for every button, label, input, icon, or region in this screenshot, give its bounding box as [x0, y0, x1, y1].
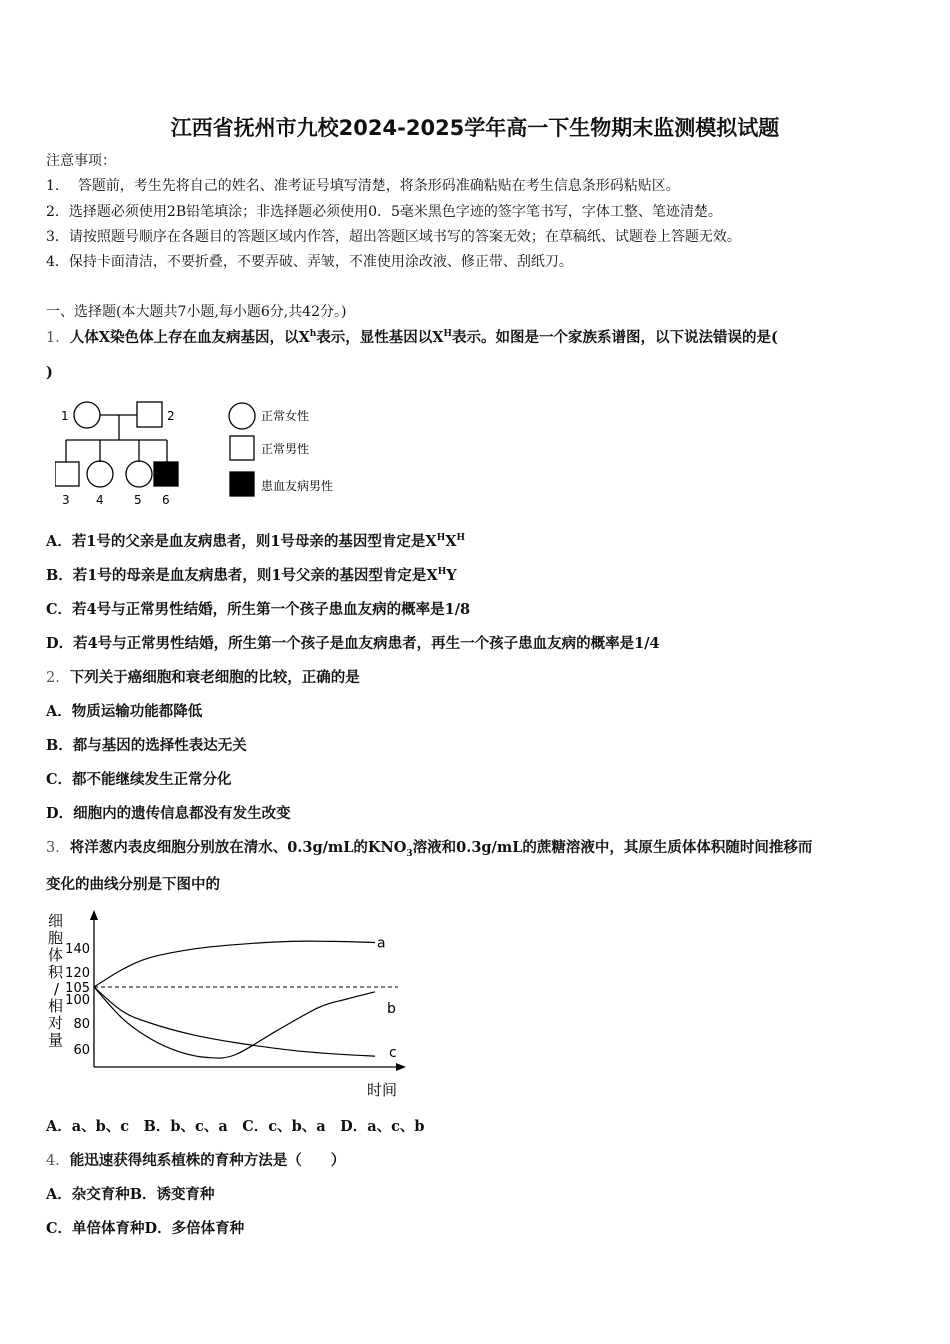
- question-2-option-b: B．都与基因的选择性表达无关: [46, 737, 247, 754]
- legend-male-symbol: [230, 436, 254, 460]
- notice-item: 2．选择题必须使用2B铅笔填涂；非选择题必须使用0．5毫米黑色字迹的签字笔书写，字体工整、笔迹清楚。: [46, 204, 722, 220]
- pedigree-label: 1: [61, 409, 69, 423]
- question-number: 4．: [46, 1153, 70, 1169]
- pedigree-chart: [55, 396, 355, 514]
- y-axis-label-char: 相: [48, 997, 64, 1015]
- question-4-options-cd: C．单倍体育种D．多倍体育种: [46, 1220, 245, 1237]
- y-tick-label: 140: [65, 942, 90, 957]
- page-title: 江西省抚州市九校2024-2025学年高一下生物期末监测模拟试题: [170, 116, 780, 140]
- notice-item: 4．保持卡面清洁，不要折叠，不要弄破、弄皱，不准使用涂改液、修正带、刮纸刀。: [46, 254, 573, 270]
- curve-c: [94, 987, 375, 1056]
- individual-2-male: [137, 402, 162, 427]
- y-axis-label-char: 量: [48, 1031, 64, 1049]
- question-number: 2．: [46, 670, 70, 686]
- individual-1-female: [74, 402, 100, 428]
- y-axis-label-char: 积: [48, 963, 64, 981]
- y-tick-label: 105: [65, 981, 90, 996]
- y-axis-arrow: [90, 910, 98, 920]
- y-tick-label: 100: [65, 993, 90, 1008]
- curve-a: [94, 941, 375, 987]
- question-number: 1．: [46, 330, 70, 346]
- question-1-stem-end: ): [46, 364, 53, 381]
- individual-4-female: [87, 461, 113, 487]
- notice-item: 3．请按照题号顺序在各题目的答题区域内作答，超出答题区域书写的答案无效；在草稿纸、试题卷上答题无效。: [46, 229, 741, 245]
- legend-female-symbol: [229, 403, 255, 429]
- question-1-option-b: B．若1号的母亲是血友病患者，则1号父亲的基因型肯定是$X^HY$: [46, 567, 457, 584]
- legend-affected-male-symbol: [230, 472, 254, 496]
- cell-volume-chart: [40, 908, 420, 1104]
- question-1-option-c: C．若4号与正常男性结婚，所生第一个孩子患血友病的概率是1/8: [46, 601, 471, 618]
- legend-label: 正常女性: [261, 409, 310, 423]
- question-2-option-d: D．细胞内的遗传信息都没有发生改变: [46, 805, 291, 822]
- individual-5-female: [126, 461, 152, 487]
- y-axis-label-char: 对: [48, 1014, 64, 1032]
- question-2-option-a: A．物质运输功能都降低: [46, 703, 203, 720]
- y-tick-label: 120: [65, 966, 90, 981]
- y-axis-label-char: 细: [48, 912, 64, 930]
- question-3-options: A．a、b、c B．b、c、a C．c、b、a D．a、c、b: [46, 1118, 425, 1135]
- section-heading: 一、选择题(本大题共7小题,每小题6分,共42分。): [46, 304, 347, 320]
- question-3-stem-line2: 变化的曲线分别是下图中的: [46, 876, 220, 893]
- question-1-stem: 1．人体X染色体上存在血友病基因，以$X^h$表示，显性基因以$X^H$表示。如图是一个家族系谱图，以下说法错误的是(: [46, 329, 778, 346]
- pedigree-label: 3: [62, 493, 70, 507]
- question-4-stem: 4．能迅速获得纯系植株的育种方法是（ ）: [46, 1152, 346, 1169]
- y-tick-label: 80: [73, 1017, 90, 1032]
- question-1-option-d: D．若4号与正常男性结婚，所生第一个孩子是血友病患者，再生一个孩子患血友病的概率是1/4: [46, 635, 660, 652]
- pedigree-label: 2: [167, 409, 175, 423]
- pedigree-label: 4: [96, 493, 104, 507]
- y-axis-label-char: 体: [48, 946, 64, 964]
- question-2-option-c: C．都不能继续发生正常分化: [46, 771, 232, 788]
- y-tick-label: 60: [73, 1043, 90, 1058]
- y-axis-label-char: /: [54, 980, 60, 998]
- pedigree-label: 5: [134, 493, 142, 507]
- legend-label: 患血友病男性: [261, 479, 334, 493]
- individual-3-male: [55, 462, 79, 486]
- curve-label-c: c: [389, 1045, 397, 1062]
- pedigree-label: 6: [162, 493, 170, 507]
- x-axis-arrow: [396, 1063, 406, 1071]
- individual-6-affected-male: [154, 462, 178, 486]
- y-axis-label-char: 胞: [48, 929, 64, 947]
- notice-item: 1. 答题前，考生先将自己的姓名、准考证号填写清楚，将条形码准确粘贴在考生信息条形码粘贴区。: [46, 178, 680, 194]
- question-1-option-a: A．若1号的父亲是血友病患者，则1号母亲的基因型肯定是$X^HX^H$: [46, 533, 465, 550]
- x-axis-label: 时间: [367, 1081, 398, 1099]
- notice-heading: 注意事项：: [46, 153, 116, 169]
- question-4-options-ab: A．杂交育种B．诱变育种: [46, 1186, 215, 1203]
- curve-b: [94, 987, 375, 1058]
- legend-label: 正常男性: [261, 442, 310, 456]
- question-2-stem: 2．下列关于癌细胞和衰老细胞的比较，正确的是: [46, 669, 360, 686]
- curve-label-b: b: [387, 1000, 396, 1017]
- question-3-stem: 3．将洋葱内表皮细胞分别放在清水、0.3g/mL的$KNO_3$溶液和0.3g/mL的蔗糖溶液中，其原生质体体积随时间推移而: [46, 839, 813, 859]
- question-number: 3．: [46, 840, 70, 856]
- curve-label-a: a: [377, 935, 386, 952]
